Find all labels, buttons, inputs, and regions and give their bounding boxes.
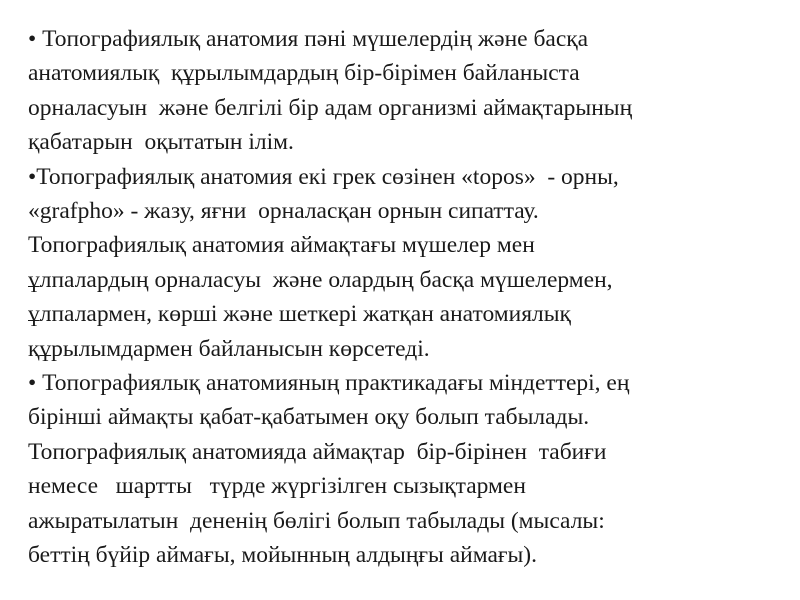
text-line: ұлпалардың орналасуы және олардың басқа мүшелермен, xyxy=(28,266,613,293)
text-line: Топографиялық анатомияда аймақтар бір-бірінен табиғи xyxy=(28,438,607,465)
text-line: •Топографиялық анатомия екі грек сөзінен «topos» - орны, xyxy=(28,163,619,190)
body-text xyxy=(28,22,778,573)
text-line: анатомиялық құрылымдардың бір-бірімен байланыста xyxy=(28,60,580,87)
text-line: қабатарын оқытатын ілім. xyxy=(28,129,294,156)
text-line: • Топографиялық анатомия пәні мүшелердің және басқа xyxy=(28,26,589,52)
text-line: немесе шартты түрде жүргізілген сызықтармен xyxy=(28,473,526,500)
text-line: «grafpho» - жазу, яғни орналасқан орнын сипаттау. xyxy=(28,198,539,225)
text-line: • Топографиялық анатомияның практикадағы міндеттері, ең xyxy=(28,370,630,397)
text-line: ұлпалармен, көрші және шеткері жатқан анатомиялық xyxy=(28,301,571,328)
text-line: беттің бүйір аймағы, мойынның алдыңғы аймағы). xyxy=(28,542,538,569)
text-line: Топографиялық анатомия аймақтағы мүшелер мен xyxy=(28,232,535,259)
text-line: орналасуын және белгілі бір адам организмі аймақтарының xyxy=(28,94,633,121)
text-line: ажыратылатын дененің бөлігі болып табылады (мысалы: xyxy=(28,507,605,534)
text-line: құрылымдармен байланысын көрсетеді. xyxy=(28,335,430,362)
text-line: бірінші аймақты қабат-қабатымен оқу болып табылады. xyxy=(28,404,590,431)
